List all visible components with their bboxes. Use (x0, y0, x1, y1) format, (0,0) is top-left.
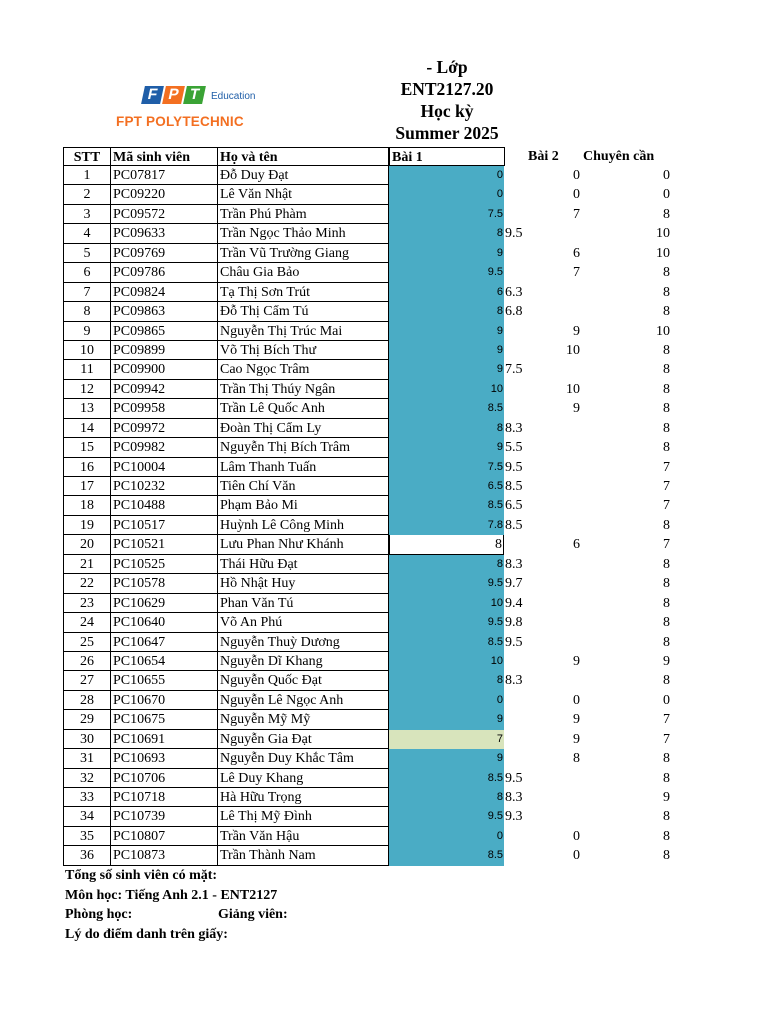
fpt-letter-t: T (183, 86, 206, 104)
row-full-name: Trần Thành Nam (217, 846, 389, 865)
row-bai1-score: 9 (389, 341, 504, 360)
row-chuyen-can-score: 8 (663, 673, 670, 689)
header-chuyen-can: Chuyên cần (583, 149, 655, 164)
table-row (0, 244, 768, 263)
row-bai2-score: 9.5 (505, 770, 523, 786)
row-bai2-score: 9.4 (505, 595, 523, 611)
row-student-id: PC09633 (110, 224, 218, 243)
table-row (0, 341, 768, 360)
table-row (0, 594, 768, 613)
table-row (0, 322, 768, 341)
row-bai2-score: 8.5 (505, 517, 523, 533)
row-chuyen-can-score: 7 (663, 537, 670, 553)
row-stt: 20 (63, 535, 111, 554)
row-stt: 1 (63, 166, 111, 185)
row-student-id: PC09865 (110, 322, 218, 341)
row-bai2-score: 8.5 (505, 479, 523, 494)
row-full-name: Nguyễn Gia Đạt (217, 730, 389, 749)
row-stt: 25 (63, 633, 111, 652)
row-bai1-score: 9.5 (389, 613, 504, 632)
table-row (0, 477, 768, 496)
logo-polytechnic-text: FPT POLYTECHNIC (116, 114, 244, 129)
row-chuyen-can-score: 8 (663, 342, 670, 358)
footer-subject: Môn học: Tiếng Anh 2.1 - ENT2127 (65, 887, 278, 903)
row-stt: 5 (63, 244, 111, 263)
row-student-id: PC09786 (110, 263, 218, 282)
row-chuyen-can-score: 8 (663, 576, 670, 592)
row-chuyen-can-score: 7 (663, 459, 670, 475)
fpt-letter-p: P (162, 86, 185, 104)
row-student-id: PC10718 (110, 788, 218, 807)
table-row (0, 419, 768, 438)
row-full-name: Nguyễn Quốc Đạt (217, 671, 389, 690)
row-stt: 35 (63, 827, 111, 846)
row-chuyen-can-score: 8 (663, 595, 670, 611)
title-line-term: Summer 2025 (395, 123, 499, 143)
footer-total-present: Tổng số sinh viên có mặt: (65, 868, 218, 883)
row-stt: 12 (63, 380, 111, 399)
row-bai2-score: 9.5 (505, 226, 523, 242)
footer-room: Phòng học: (65, 907, 133, 922)
row-chuyen-can-score: 8 (663, 770, 670, 786)
row-chuyen-can-score: 10 (656, 226, 670, 242)
row-student-id: PC09900 (110, 360, 218, 379)
row-student-id: PC10739 (110, 807, 218, 826)
row-stt: 17 (63, 477, 111, 496)
row-student-id: PC10521 (110, 535, 218, 554)
table-row (0, 749, 768, 768)
row-bai1-score: 8.5 (389, 769, 504, 788)
row-bai1-score: 0 (389, 691, 504, 710)
table-row (0, 438, 768, 457)
row-student-id: PC10693 (110, 749, 218, 768)
row-bai2-score: 8.3 (505, 673, 523, 689)
row-full-name: Thái Hữu Đạt (217, 555, 389, 574)
table-row (0, 205, 768, 224)
row-full-name: Hà Hữu Trọng (217, 788, 389, 807)
row-chuyen-can-score: 10 (656, 323, 670, 339)
row-chuyen-can-score: 8 (663, 401, 670, 417)
row-full-name: Đoàn Thị Cẩm Ly (217, 419, 389, 438)
row-full-name: Hồ Nhật Huy (217, 574, 389, 593)
table-row (0, 846, 768, 865)
row-student-id: PC10706 (110, 769, 218, 788)
row-stt: 24 (63, 613, 111, 632)
row-stt: 28 (63, 691, 111, 710)
row-chuyen-can-score: 8 (663, 206, 670, 222)
row-chuyen-can-score: 0 (663, 692, 670, 708)
row-bai2-score: 8.3 (505, 790, 523, 805)
row-bai2-score: 6 (573, 537, 580, 553)
row-student-id: PC10232 (110, 477, 218, 496)
row-chuyen-can-score: 10 (656, 245, 670, 261)
row-stt: 13 (63, 399, 111, 418)
row-chuyen-can-score: 8 (663, 828, 670, 844)
table-row (0, 769, 768, 788)
row-full-name: Nguyễn Thị Bích Trâm (217, 438, 389, 457)
row-bai2-score: 6.3 (505, 284, 523, 300)
row-chuyen-can-score: 8 (663, 381, 670, 397)
row-bai1-score: 0 (389, 185, 504, 204)
row-student-id: PC10691 (110, 730, 218, 749)
row-chuyen-can-score: 7 (663, 498, 670, 514)
fpt-letter-f: F (141, 86, 164, 104)
row-bai2-score: 0 (573, 848, 580, 864)
row-bai1-score: 10 (389, 594, 504, 613)
row-stt: 9 (63, 322, 111, 341)
row-chuyen-can-score: 9 (663, 653, 670, 669)
table-row (0, 535, 768, 554)
footer-room-lecturer-line (65, 905, 288, 925)
row-chuyen-can-score: 8 (663, 809, 670, 825)
table-row (0, 613, 768, 632)
row-bai1-score: 8 (389, 224, 504, 243)
table-row (0, 399, 768, 418)
row-stt: 29 (63, 710, 111, 729)
row-stt: 4 (63, 224, 111, 243)
row-full-name: Trần Thị Thúy Ngân (217, 380, 389, 399)
row-full-name: Nguyễn Thị Trúc Mai (217, 322, 389, 341)
row-full-name: Võ An Phú (217, 613, 389, 632)
sheet-footer (65, 866, 288, 944)
row-student-id: PC09982 (110, 438, 218, 457)
row-chuyen-can-score: 8 (663, 304, 670, 320)
table-row (0, 730, 768, 749)
row-stt: 18 (63, 496, 111, 515)
row-full-name: Nguyễn Lê Ngọc Anh (217, 691, 389, 710)
row-bai2-score: 9.5 (505, 459, 523, 475)
row-bai2-score: 9.3 (505, 809, 523, 825)
table-row (0, 283, 768, 302)
sheet-title (372, 56, 522, 144)
row-chuyen-can-score: 9 (663, 790, 670, 805)
row-bai1-score: 0 (389, 166, 504, 185)
row-bai1-score: 8 (389, 788, 504, 807)
table-row (0, 691, 768, 710)
row-full-name: Trần Lê Quốc Anh (217, 399, 389, 418)
row-full-name: Lê Thị Mỹ Đình (217, 807, 389, 826)
row-bai1-score: 9.5 (389, 574, 504, 593)
row-stt: 21 (63, 555, 111, 574)
row-stt: 22 (63, 574, 111, 593)
title-line-semester: Học kỳ (420, 101, 474, 121)
row-bai2-score: 9 (573, 731, 580, 747)
row-bai2-score: 9 (573, 653, 580, 669)
row-bai1-score: 9 (389, 438, 504, 457)
row-stt: 3 (63, 205, 111, 224)
row-bai2-score: 9.7 (505, 576, 523, 592)
row-student-id: PC10488 (110, 496, 218, 515)
table-row (0, 496, 768, 515)
table-row (0, 671, 768, 690)
row-chuyen-can-score: 0 (663, 187, 670, 203)
row-chuyen-can-score: 0 (663, 168, 670, 183)
row-bai2-score: 10 (566, 342, 580, 358)
row-stt: 31 (63, 749, 111, 768)
table-row (0, 710, 768, 729)
row-full-name: Nguyễn Mỹ Mỹ (217, 710, 389, 729)
row-bai2-score: 9.5 (505, 634, 523, 650)
row-full-name: Huỳnh Lê Công Minh (217, 516, 389, 535)
fpt-polytechnic-logo (113, 78, 273, 134)
row-stt: 19 (63, 516, 111, 535)
row-bai2-score: 9 (573, 401, 580, 417)
header-bai2: Bài 2 (528, 149, 559, 164)
row-bai2-score: 9.8 (505, 615, 523, 631)
row-bai1-score: 8 (389, 555, 504, 574)
row-bai1-score: 7.5 (389, 205, 504, 224)
row-bai1-score: 8.5 (389, 846, 504, 865)
row-bai1-score: 6 (389, 283, 504, 302)
row-bai2-score: 0 (573, 168, 580, 183)
table-row (0, 185, 768, 204)
row-chuyen-can-score: 8 (663, 517, 670, 533)
table-row (0, 360, 768, 379)
row-stt: 2 (63, 185, 111, 204)
row-full-name: Nguyễn Thuỳ Dương (217, 633, 389, 652)
row-bai1-score: 8.5 (389, 633, 504, 652)
row-stt: 34 (63, 807, 111, 826)
row-full-name: Trần Phú Phàm (217, 205, 389, 224)
fpt-logo-mark (143, 82, 255, 104)
row-full-name: Nguyễn Duy Khắc Tâm (217, 749, 389, 768)
footer-reason: Lý do điểm danh trên giấy: (65, 926, 228, 942)
row-stt: 26 (63, 652, 111, 671)
row-stt: 6 (63, 263, 111, 282)
row-bai1-score: 9 (389, 322, 504, 341)
title-line-class-code: ENT2127.20 (400, 79, 494, 99)
table-row (0, 380, 768, 399)
student-table (0, 166, 768, 866)
row-bai1-score: 10 (389, 380, 504, 399)
row-student-id: PC10675 (110, 710, 218, 729)
row-chuyen-can-score: 7 (663, 712, 670, 728)
row-bai2-score: 6.5 (505, 498, 523, 514)
footer-lecturer: Giảng viên: (218, 907, 288, 922)
row-stt: 30 (63, 730, 111, 749)
row-chuyen-can-score: 8 (663, 284, 670, 300)
row-full-name: Võ Thị Bích Thư (217, 341, 389, 360)
row-bai2-score: 9 (573, 323, 580, 339)
row-bai1-score: 6.5 (389, 477, 504, 496)
row-bai1-score: 9.5 (389, 263, 504, 282)
table-row (0, 263, 768, 282)
row-stt: 27 (63, 671, 111, 690)
logo-education-text: Education (211, 91, 256, 102)
row-chuyen-can-score: 8 (663, 848, 670, 864)
row-chuyen-can-score: 8 (663, 615, 670, 631)
row-bai2-score: 8 (573, 751, 580, 767)
row-student-id: PC09942 (110, 380, 218, 399)
row-bai1-score: 9.5 (389, 807, 504, 826)
row-full-name: Phan Văn Tú (217, 594, 389, 613)
row-bai1-score: 9 (389, 360, 504, 379)
table-row (0, 555, 768, 574)
header-stt: STT (63, 147, 111, 166)
table-row (0, 652, 768, 671)
row-full-name: Lê Duy Khang (217, 769, 389, 788)
row-bai2-score: 9 (573, 712, 580, 728)
row-student-id: PC09972 (110, 419, 218, 438)
row-stt: 16 (63, 458, 111, 477)
header-full-name: Họ và tên (217, 147, 389, 166)
row-full-name: Trần Văn Hậu (217, 827, 389, 846)
row-bai1-score: 8 (389, 671, 504, 690)
table-row (0, 166, 768, 185)
row-stt: 33 (63, 788, 111, 807)
row-student-id: PC10647 (110, 633, 218, 652)
table-row (0, 458, 768, 477)
row-bai2-score: 0 (573, 828, 580, 844)
row-student-id: PC09958 (110, 399, 218, 418)
table-row (0, 827, 768, 846)
row-student-id: PC10640 (110, 613, 218, 632)
row-full-name: Cao Ngọc Trâm (217, 360, 389, 379)
row-student-id: PC10654 (110, 652, 218, 671)
row-bai2-score: 0 (573, 692, 580, 708)
row-bai1-score: 8.5 (389, 399, 504, 418)
row-student-id: PC10807 (110, 827, 218, 846)
table-row (0, 633, 768, 652)
title-line-class: - Lớp (426, 57, 468, 77)
row-bai1-score: 9 (389, 244, 504, 263)
row-stt: 14 (63, 419, 111, 438)
row-bai1-score: 8 (389, 302, 504, 321)
row-student-id: PC09572 (110, 205, 218, 224)
row-bai2-score: 7 (573, 206, 580, 222)
row-bai1-score: 8 (389, 419, 504, 438)
row-student-id: PC09769 (110, 244, 218, 263)
row-bai2-score: 6.8 (505, 304, 523, 320)
row-student-id: PC10655 (110, 671, 218, 690)
row-chuyen-can-score: 8 (663, 420, 670, 436)
row-bai2-score: 8.3 (505, 420, 523, 436)
row-bai2-score: 10 (566, 381, 580, 397)
row-bai1-score: 7.8 (389, 516, 504, 535)
row-full-name: Đỗ Duy Đạt (217, 166, 389, 185)
row-chuyen-can-score: 8 (663, 556, 670, 572)
row-student-id: PC09220 (110, 185, 218, 204)
row-full-name: Lê Văn Nhật (217, 185, 389, 204)
row-full-name: Tạ Thị Sơn Trút (217, 283, 389, 302)
table-row (0, 574, 768, 593)
row-bai2-score: 0 (573, 187, 580, 203)
row-student-id: PC10004 (110, 458, 218, 477)
row-full-name: Nguyễn Dĩ Khang (217, 652, 389, 671)
row-stt: 36 (63, 846, 111, 865)
row-bai1-score: 8 (389, 535, 504, 554)
row-bai1-score: 9 (389, 710, 504, 729)
table-row (0, 302, 768, 321)
row-full-name: Phạm Bảo Mi (217, 496, 389, 515)
row-chuyen-can-score: 8 (663, 362, 670, 378)
row-chuyen-can-score: 7 (663, 731, 670, 747)
row-stt: 15 (63, 438, 111, 457)
row-student-id: PC10873 (110, 846, 218, 865)
row-chuyen-can-score: 8 (663, 751, 670, 767)
row-bai1-score: 9 (389, 749, 504, 768)
row-student-id: PC09824 (110, 283, 218, 302)
header-bai1: Bài 1 (389, 147, 505, 166)
row-chuyen-can-score: 8 (663, 265, 670, 281)
row-full-name: Lưu Phan Như Khánh (217, 535, 389, 554)
row-full-name: Lâm Thanh Tuấn (217, 458, 389, 477)
row-stt: 32 (63, 769, 111, 788)
row-chuyen-can-score: 8 (663, 634, 670, 650)
row-bai2-score: 5.5 (505, 440, 523, 456)
row-student-id: PC10517 (110, 516, 218, 535)
row-full-name: Đỗ Thị Cẩm Tú (217, 302, 389, 321)
row-full-name: Tiên Chí Văn (217, 477, 389, 496)
table-row (0, 807, 768, 826)
row-chuyen-can-score: 7 (663, 479, 670, 494)
row-student-id: PC09899 (110, 341, 218, 360)
row-student-id: PC07817 (110, 166, 218, 185)
table-row (0, 788, 768, 807)
row-bai1-score: 8.5 (389, 496, 504, 515)
row-bai1-score: 7.5 (389, 458, 504, 477)
table-row (0, 516, 768, 535)
row-student-id: PC10629 (110, 594, 218, 613)
row-bai1-score: 0 (389, 827, 504, 846)
header-student-id: Mã sinh viên (110, 147, 218, 166)
row-stt: 8 (63, 302, 111, 321)
row-student-id: PC09863 (110, 302, 218, 321)
row-student-id: PC10525 (110, 555, 218, 574)
row-bai2-score: 7 (573, 265, 580, 281)
row-bai2-score: 8.3 (505, 556, 523, 572)
row-bai1-score: 10 (389, 652, 504, 671)
row-stt: 7 (63, 283, 111, 302)
row-bai2-score: 6 (573, 245, 580, 261)
row-stt: 10 (63, 341, 111, 360)
row-full-name: Trần Vũ Trường Giang (217, 244, 389, 263)
row-stt: 11 (63, 360, 111, 379)
row-full-name: Châu Gia Bảo (217, 263, 389, 282)
row-student-id: PC10578 (110, 574, 218, 593)
row-student-id: PC10670 (110, 691, 218, 710)
table-row (0, 224, 768, 243)
row-bai2-score: 7.5 (505, 362, 523, 378)
row-stt: 23 (63, 594, 111, 613)
row-chuyen-can-score: 8 (663, 440, 670, 456)
row-bai1-score: 7 (389, 730, 504, 749)
row-full-name: Trần Ngọc Thảo Minh (217, 224, 389, 243)
